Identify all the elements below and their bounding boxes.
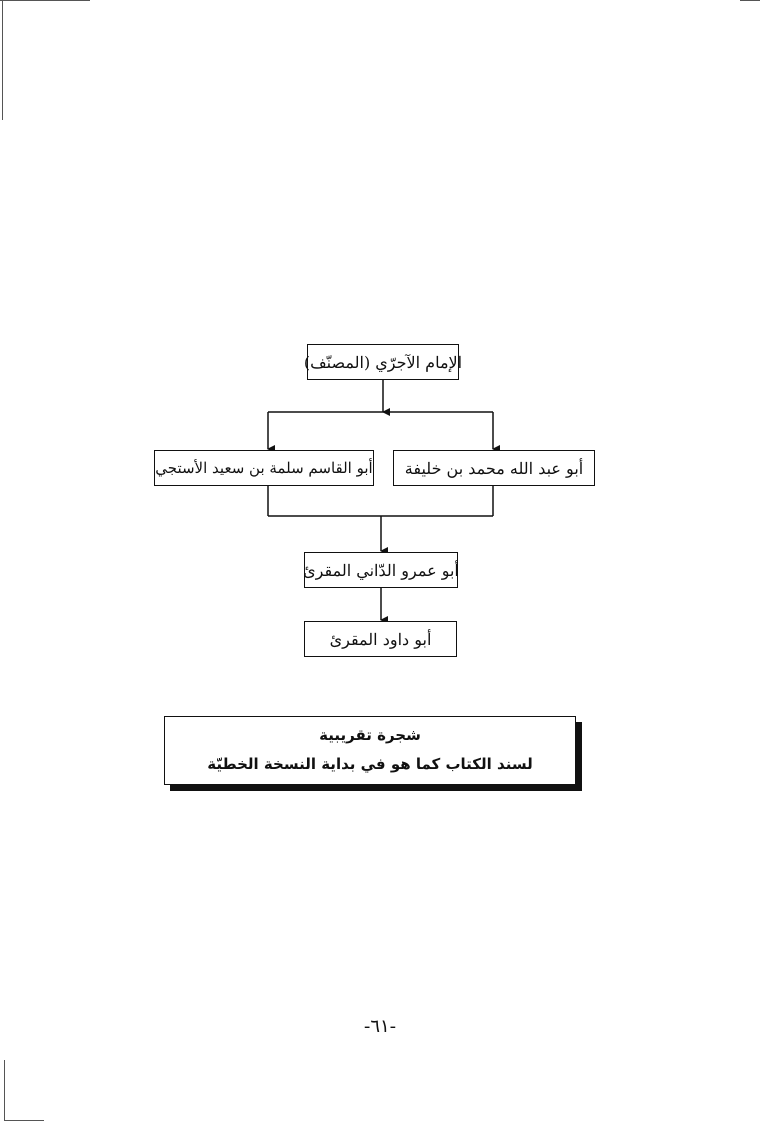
caption-subtitle: لسند الكتاب كما هو في بداية النسخة الخطيّة bbox=[207, 755, 533, 773]
node-author bbox=[303, 344, 463, 380]
node-narrator-right-label: أبو عبد الله محمد بن خليفة bbox=[404, 458, 584, 478]
node-narrator-left-label: أبو القاسم سلمة بن سعيد الأستجي bbox=[155, 459, 373, 477]
page-number: -٦١- bbox=[363, 1016, 397, 1037]
caption-box bbox=[164, 716, 576, 785]
node-narrator-dani bbox=[304, 552, 458, 588]
node-author-label: الإمام الآجرّي (المصنّف) bbox=[303, 352, 463, 372]
node-narrator-left bbox=[154, 450, 374, 486]
node-narrator-dawud-label: أبو داود المقرئ bbox=[329, 629, 432, 649]
caption-title: شجرة تقريبية bbox=[319, 726, 421, 744]
node-narrator-dawud bbox=[304, 621, 457, 657]
node-narrator-right bbox=[393, 450, 595, 486]
node-narrator-dani-label: أبو عمرو الدّاني المقرئ bbox=[303, 560, 459, 580]
